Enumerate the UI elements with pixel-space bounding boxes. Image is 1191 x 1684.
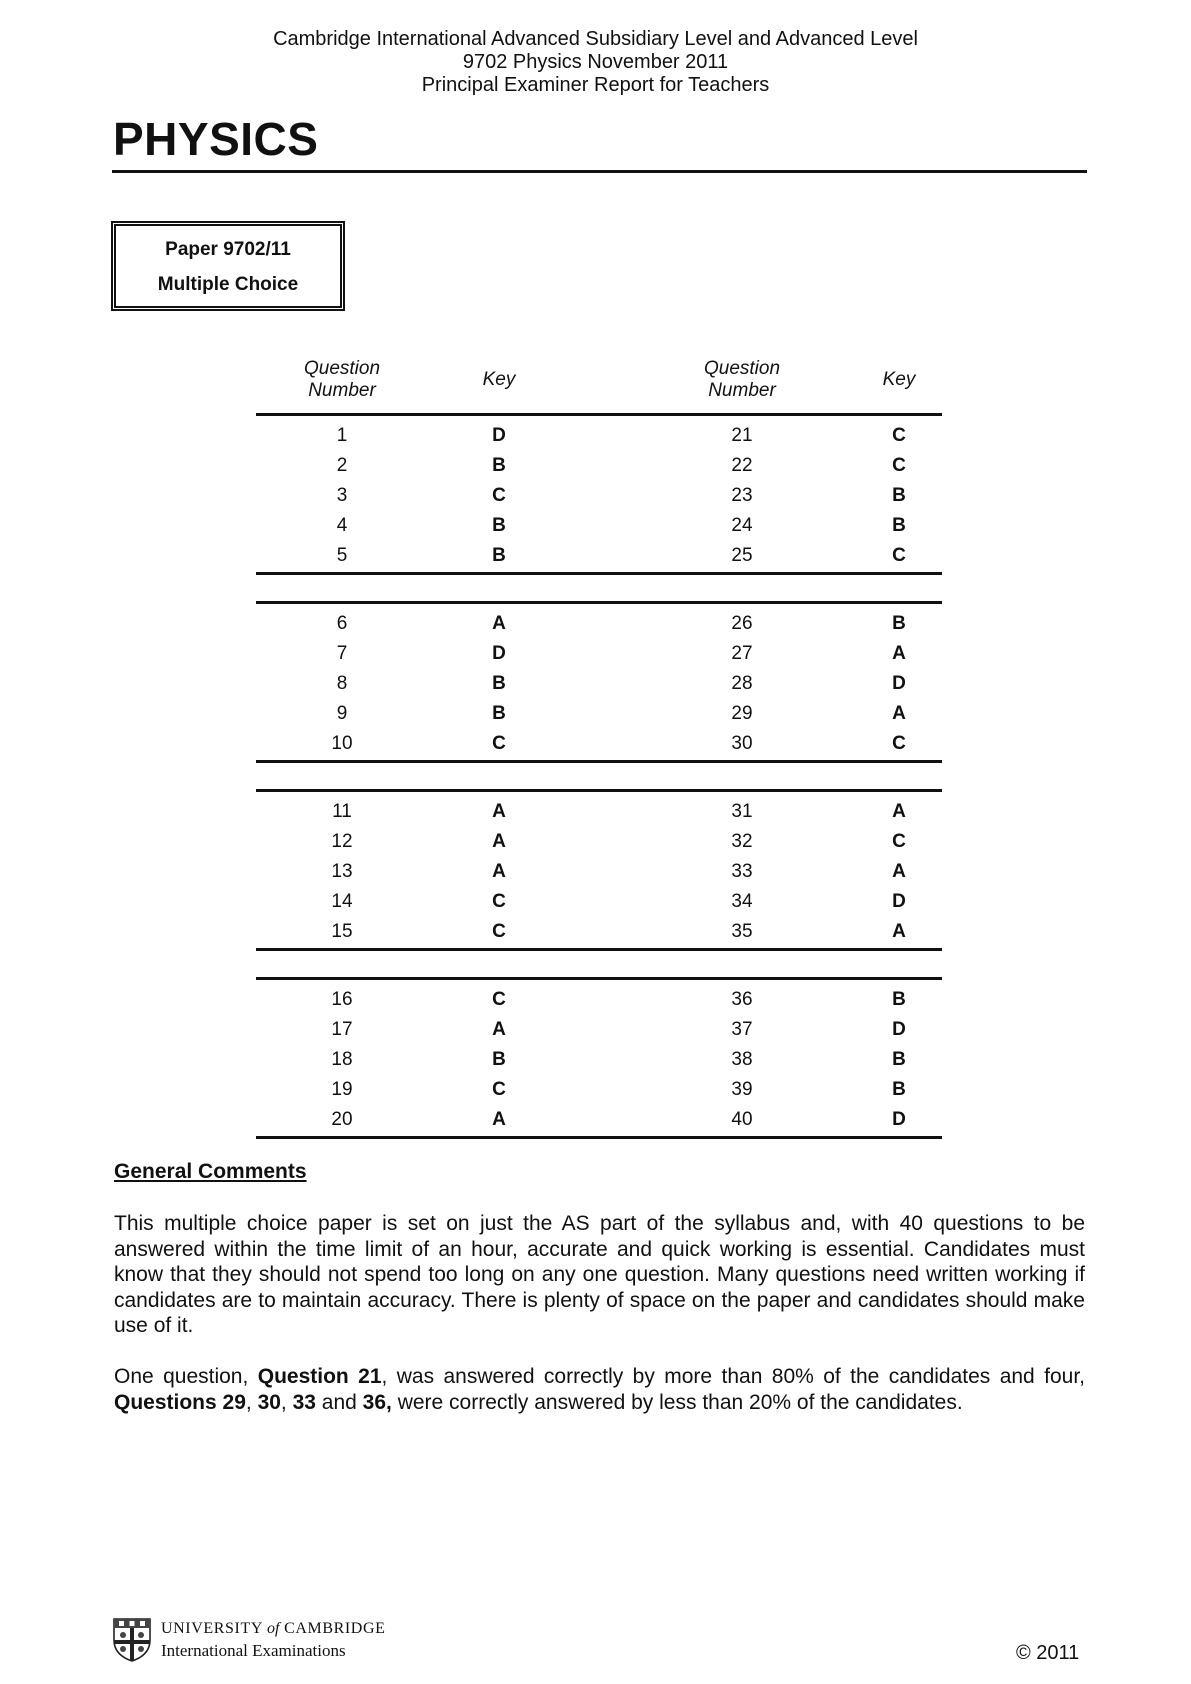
answer-key-cell: A	[892, 801, 906, 822]
table-row	[256, 420, 942, 450]
answer-key-cell: D	[892, 891, 906, 912]
question-number-cell: 2	[336, 455, 348, 476]
question-number-cell: 29	[731, 703, 753, 724]
question-number-cell: 16	[331, 989, 353, 1010]
table-group-spacer	[256, 763, 942, 789]
text-run: and	[315, 1390, 363, 1414]
title-divider	[112, 170, 1087, 173]
question-number-cell: 17	[331, 1019, 353, 1040]
text-run-bold: 33	[292, 1390, 316, 1414]
table-row	[256, 826, 942, 856]
question-number-cell: 33	[731, 861, 753, 882]
logo-university-text	[161, 1620, 386, 1638]
answer-key-cell: B	[892, 515, 906, 536]
question-number-cell: 21	[731, 425, 753, 446]
comments-paragraph	[114, 1364, 1085, 1415]
answer-key-table	[256, 356, 942, 1139]
answer-key-cell: B	[892, 485, 906, 506]
question-number-cell: 34	[731, 891, 753, 912]
question-number-cell: 18	[331, 1049, 353, 1070]
table-header-row	[256, 356, 942, 413]
answer-key-cell: B	[892, 1079, 906, 1100]
question-number-cell: 38	[731, 1049, 753, 1070]
paper-type: Multiple Choice	[157, 274, 299, 295]
question-number-cell: 1	[336, 425, 348, 446]
table-row	[256, 668, 942, 698]
text-run: ,	[245, 1390, 258, 1414]
question-number-cell: 11	[332, 801, 352, 822]
column-header-question-number	[656, 358, 828, 402]
text-run-bold: Questions 29	[114, 1390, 246, 1414]
report-header	[0, 28, 1191, 97]
table-group-spacer	[256, 951, 942, 977]
header-text: Question	[303, 358, 381, 379]
page-title: PHYSICS	[113, 113, 319, 165]
answer-key-cell: B	[492, 673, 506, 694]
text-run-bold: 36,	[362, 1390, 392, 1414]
question-number-cell: 30	[731, 733, 753, 754]
question-number-cell: 25	[731, 545, 753, 566]
table-row	[256, 1104, 942, 1134]
question-number-cell: 7	[336, 643, 348, 664]
answer-key-cell: A	[892, 703, 906, 724]
question-number-cell: 6	[336, 613, 348, 634]
logo-text: CAMBRIDGE	[284, 1620, 386, 1637]
question-number-cell: 15	[331, 921, 353, 942]
answer-key-cell: A	[492, 861, 506, 882]
question-number-cell: 40	[731, 1109, 753, 1130]
cambridge-crest-icon	[113, 1618, 151, 1662]
text-run-bold: 30	[257, 1390, 281, 1414]
answer-key-cell: B	[492, 515, 506, 536]
answer-key-cell: D	[892, 673, 906, 694]
answer-key-cell: A	[492, 801, 506, 822]
column-header-key: Key	[482, 369, 516, 390]
table-row	[256, 540, 942, 570]
table-row	[256, 510, 942, 540]
answer-key-cell: B	[892, 1049, 906, 1070]
answer-key-cell: D	[892, 1019, 906, 1040]
table-rule	[256, 1136, 942, 1139]
answer-key-cell: C	[892, 425, 906, 446]
answer-key-cell: C	[892, 831, 906, 852]
answer-key-cell: A	[892, 643, 906, 664]
question-number-cell: 24	[731, 515, 753, 536]
answer-key-cell: B	[492, 703, 506, 724]
table-row-group	[256, 604, 942, 760]
header-text: Number	[708, 380, 776, 401]
question-number-cell: 3	[336, 485, 348, 506]
paper-number: Paper 9702/11	[165, 239, 291, 260]
text-run: One question,	[114, 1365, 258, 1388]
column-header-key: Key	[882, 369, 916, 390]
header-line-exam: Cambridge International Advanced Subsidiary Level and Advanced Level	[273, 28, 918, 50]
answer-key-cell: A	[492, 613, 506, 634]
question-number-cell: 36	[731, 989, 753, 1010]
answer-key-cell: D	[492, 643, 506, 664]
question-number-cell: 12	[331, 831, 353, 852]
question-number-cell: 27	[731, 643, 753, 664]
table-group-spacer	[256, 575, 942, 601]
logo-subtitle-text: International Examinations	[161, 1641, 346, 1660]
logo-text: of	[267, 1620, 280, 1637]
answer-key-cell: C	[492, 921, 506, 942]
text-run-bold: Question 21	[257, 1365, 382, 1388]
answer-key-cell: C	[492, 485, 506, 506]
answer-key-cell: B	[492, 455, 506, 476]
answer-key-cell: A	[492, 831, 506, 852]
answer-key-cell: C	[492, 989, 506, 1010]
table-row	[256, 886, 942, 916]
table-row	[256, 796, 942, 826]
table-row	[256, 480, 942, 510]
section-heading: General Comments	[114, 1160, 307, 1183]
question-number-cell: 5	[336, 545, 348, 566]
question-number-cell: 28	[731, 673, 753, 694]
header-line-report: Principal Examiner Report for Teachers	[421, 74, 770, 96]
answer-key-cell: A	[492, 1019, 506, 1040]
table-row	[256, 638, 942, 668]
answer-key-cell: B	[892, 989, 906, 1010]
logo-text: UNIVERSITY	[161, 1620, 263, 1637]
answer-key-cell: C	[492, 733, 506, 754]
table-row	[256, 728, 942, 758]
column-header-question-number	[256, 358, 428, 402]
question-number-cell: 26	[731, 613, 753, 634]
answer-key-cell: C	[492, 891, 506, 912]
table-row-group	[256, 980, 942, 1136]
answer-key-cell: B	[492, 545, 506, 566]
answer-key-cell: A	[892, 921, 906, 942]
question-number-cell: 10	[331, 733, 353, 754]
cambridge-logo	[113, 1618, 393, 1664]
answer-key-cell: D	[492, 425, 506, 446]
question-number-cell: 13	[331, 861, 353, 882]
table-row	[256, 1044, 942, 1074]
text-run: , was answered correctly by more than 80% of the candidates and four,	[381, 1365, 1086, 1388]
text-run: were correctly answered by less than 20% of the candidates.	[391, 1390, 963, 1414]
question-number-cell: 31	[731, 801, 753, 822]
answer-key-cell: B	[492, 1049, 506, 1070]
question-number-cell: 20	[331, 1109, 353, 1130]
answer-key-cell: C	[492, 1079, 506, 1100]
table-row	[256, 856, 942, 886]
question-number-cell: 23	[731, 485, 753, 506]
header-text: Question	[703, 358, 781, 379]
answer-key-cell: B	[892, 613, 906, 634]
text-run: ,	[280, 1390, 293, 1414]
question-number-cell: 8	[336, 673, 348, 694]
answer-key-cell: C	[892, 455, 906, 476]
table-row	[256, 608, 942, 638]
question-number-cell: 14	[331, 891, 353, 912]
table-row	[256, 1014, 942, 1044]
copyright-notice: © 2011	[1016, 1642, 1080, 1664]
question-number-cell: 37	[731, 1019, 753, 1040]
question-number-cell: 4	[336, 515, 348, 536]
answer-key-cell: A	[492, 1109, 506, 1130]
answer-key-cell: A	[892, 861, 906, 882]
table-body	[256, 413, 942, 1139]
answer-key-cell: C	[892, 733, 906, 754]
table-row	[256, 450, 942, 480]
header-line-syllabus: 9702 Physics November 2011	[462, 51, 729, 73]
question-number-cell: 22	[731, 455, 753, 476]
question-number-cell: 39	[731, 1079, 753, 1100]
table-row	[256, 698, 942, 728]
comments-paragraph: This multiple choice paper is set on just the AS part of the syllabus and, with 40 questions to be answered within the time limit of an hour, accurate and quick working is essential. Candidates must know that they should not spend too long on any one question. Many questions need written working if candidates are to maintain accuracy. There is plenty of space on the paper and candidates should make use of it.	[114, 1212, 1085, 1337]
header-text: Number	[308, 380, 376, 401]
question-number-cell: 35	[731, 921, 753, 942]
question-number-cell: 9	[336, 703, 348, 724]
paper-info-box	[111, 221, 345, 311]
table-row-group	[256, 416, 942, 572]
answer-key-cell: C	[892, 545, 906, 566]
question-number-cell: 32	[731, 831, 753, 852]
table-row	[256, 984, 942, 1014]
table-row	[256, 1074, 942, 1104]
answer-key-cell: D	[892, 1109, 906, 1130]
question-number-cell: 19	[331, 1079, 353, 1100]
table-row-group	[256, 792, 942, 948]
table-row	[256, 916, 942, 946]
